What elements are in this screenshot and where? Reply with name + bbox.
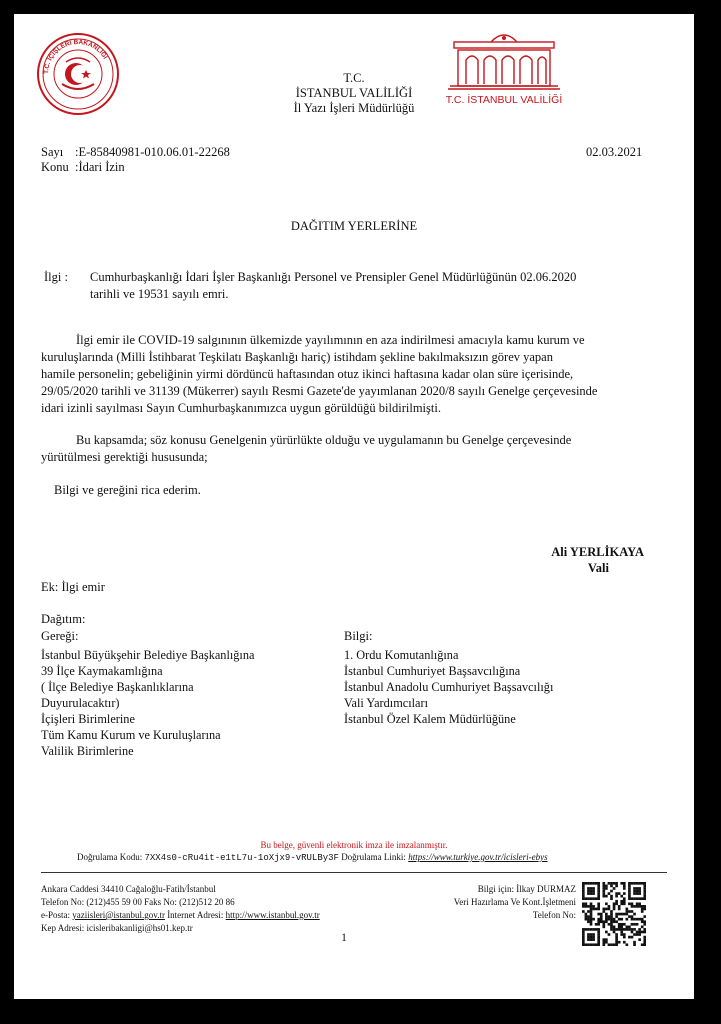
konu-label: Konu — [41, 160, 69, 174]
footer-divider — [41, 872, 667, 873]
geregi-list — [41, 647, 254, 759]
bilgi-label: Bilgi: — [344, 629, 373, 643]
footer-email-label: e-Posta: — [41, 910, 70, 920]
body-line: yürütülmesi gerektiği hususunda; — [41, 450, 208, 464]
list-item: İçişleri Birimlerine — [41, 712, 135, 726]
footer-info-role: Veri Hazırlama Ve Kont.İşletmeni — [453, 897, 576, 907]
list-item: İstanbul Özel Kalem Müdürlüğüne — [344, 712, 516, 726]
bilgi-list — [344, 647, 553, 727]
body-line: hamile personelin; gebeliğinin yirmi dördüncü haftasından otuz ikinci haftasına kadar olan süre içerisinde, — [41, 367, 574, 381]
document-page — [14, 14, 694, 999]
ilgi-line-2: tarihli ve 19531 sayılı emri. — [90, 287, 229, 301]
list-item: 39 İlçe Kaymakamlığına — [41, 664, 163, 678]
verification-code: 7XX4s0-cRu4it-e1tL7u-1oXjx9-vRULBy3F — [144, 853, 339, 863]
sayi-label: Sayı — [41, 145, 64, 159]
signatory-title: Vali — [587, 561, 609, 575]
footer-email[interactable]: yaziisleri@istanbul.gov.tr — [72, 910, 165, 920]
list-item: Vali Yardımcıları — [344, 696, 429, 710]
recipient-heading: DAĞITIM YERLERİNE — [290, 219, 418, 233]
list-item: 1. Ordu Komutanlığına — [344, 648, 459, 662]
footer-web[interactable]: http://www.istanbul.gov.tr — [225, 910, 320, 920]
verification-link-label: Doğrulama Linki: — [341, 852, 406, 862]
body-line: Bu kapsamda; söz konusu Genelgenin yürürlükte olduğu ve uygulamanın bu Genelge çerçevesinde — [76, 433, 572, 447]
verification-line — [77, 852, 548, 863]
distribution-label: Dağıtım: — [41, 612, 86, 626]
footer-info-phone: Telefon No: — [532, 910, 576, 920]
verification-code-label: Doğrulama Kodu: — [77, 852, 143, 862]
footer-kep: Kep Adresi: icisleribakanligi@hs01.kep.tr — [41, 923, 193, 933]
list-item: Tüm Kamu Kurum ve Kuruluşlarına — [41, 728, 221, 742]
attachment-note: Ek: İlgi emir — [41, 580, 105, 594]
document-date: 02.03.2021 — [586, 145, 643, 159]
header-tc: T.C. — [343, 71, 365, 85]
body-line: kuruluşlarında (Milli İstihbarat Teşkilatı Başkanlığı hariç) istihdam şekline bakılmaksızın görev yapan — [41, 350, 553, 364]
body-line: idari izinli sayılması Sayın Cumhurbaşkanımızca uygun görüldüğü bildirilmişti. — [41, 401, 441, 415]
body-closing: Bilgi ve gereğini rica ederim. — [54, 483, 201, 497]
list-item: Valilik Birimlerine — [41, 744, 134, 758]
list-item: Duyurulacaktır) — [41, 696, 120, 710]
header-governorship: İSTANBUL VALİLİĞİ — [295, 86, 413, 100]
signatory-name: Ali YERLİKAYA — [551, 545, 644, 559]
konu-value: :İdari İzin — [75, 160, 125, 174]
list-item: İstanbul Cumhuriyet Başsavcılığına — [344, 664, 521, 678]
body-line: 29/05/2020 tarihli ve 31139 (Mükerrer) sayılı Resmi Gazete'de yayımlanan 2020/8 sayılı Genelge çerçevesinde — [41, 384, 598, 398]
footer-phone: Telefon No: (212)455 59 00 Faks No: (212)512 20 86 — [41, 897, 235, 907]
page-number: 1 — [341, 932, 347, 944]
right-logo-caption: T.C. İSTANBUL VALİLİĞİ — [445, 94, 563, 106]
list-item: ( İlçe Belediye Başkanlıklarına — [41, 680, 194, 694]
sayi-value: :E-85840981-010.06.01-22268 — [75, 145, 230, 159]
ilgi-line-1: Cumhurbaşkanlığı İdari İşler Başkanlığı Personel ve Prensipler Genel Müdürlüğünün 02.06.2020 — [90, 270, 577, 284]
header-directorate: İl Yazı İşleri Müdürlüğü — [293, 101, 415, 115]
footer-info-contact: Bilgi için: İlkay DURMAZ — [477, 884, 576, 894]
footer-web-label: İnternet Adresi: — [167, 910, 224, 920]
verification-link[interactable]: https://www.turkiye.gov.tr/icisleri-ebys — [408, 852, 548, 862]
ilgi-label: İlgi : — [44, 270, 68, 284]
list-item: İstanbul Anadolu Cumhuriyet Başsavcılığı — [344, 680, 554, 694]
body-line: İlgi emir ile COVID-19 salgınının ülkemizde yayılımının en aza indirilmesi amacıyla kamu kurum ve — [76, 333, 585, 347]
footer-contact-line — [41, 910, 320, 920]
svg-text:T.C. İÇİŞLERİ BAKANLIĞI: T.C. İÇİŞLERİ BAKANLIĞI — [42, 38, 109, 75]
geregi-label: Gereği: — [41, 629, 79, 643]
e-signature-notice: Bu belge, güvenli elektronik imza ile imzalanmıştır. — [260, 840, 448, 850]
list-item: İstanbul Büyükşehir Belediye Başkanlığına — [41, 648, 255, 662]
footer-address: Ankara Caddesi 34410 Cağaloğlu-Fatih/İstanbul — [41, 884, 216, 894]
